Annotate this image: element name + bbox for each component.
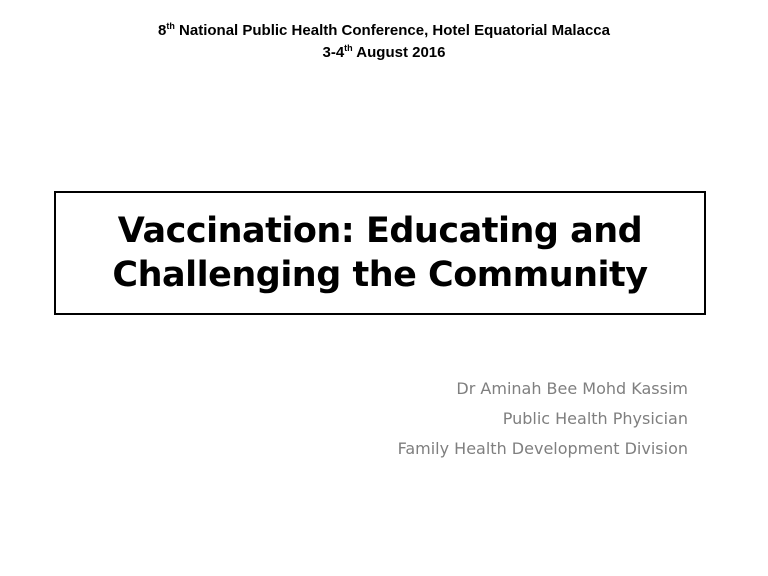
title-line-1: Vaccination: Educating and xyxy=(117,211,643,251)
title-box xyxy=(54,191,706,315)
conference-date xyxy=(0,42,768,64)
author-name: Dr Aminah Bee Mohd Kassim xyxy=(456,379,688,398)
author-block xyxy=(398,374,688,464)
conference-ordinal-suffix: th xyxy=(166,21,175,31)
title-line-2: Challenging the Community xyxy=(112,255,648,295)
conference-ordinal-number: 8 xyxy=(158,22,167,39)
conference-header xyxy=(0,20,768,64)
conference-date-prefix: 3-4 xyxy=(322,44,345,61)
conference-name xyxy=(0,20,768,42)
conference-name-text: National Public Health Conference, Hotel Equatorial Malacca xyxy=(179,22,610,39)
author-role: Public Health Physician xyxy=(502,409,688,428)
conference-date-suffix: th xyxy=(344,43,353,53)
conference-date-text: August 2016 xyxy=(356,44,446,61)
author-division: Family Health Development Division xyxy=(397,439,688,458)
